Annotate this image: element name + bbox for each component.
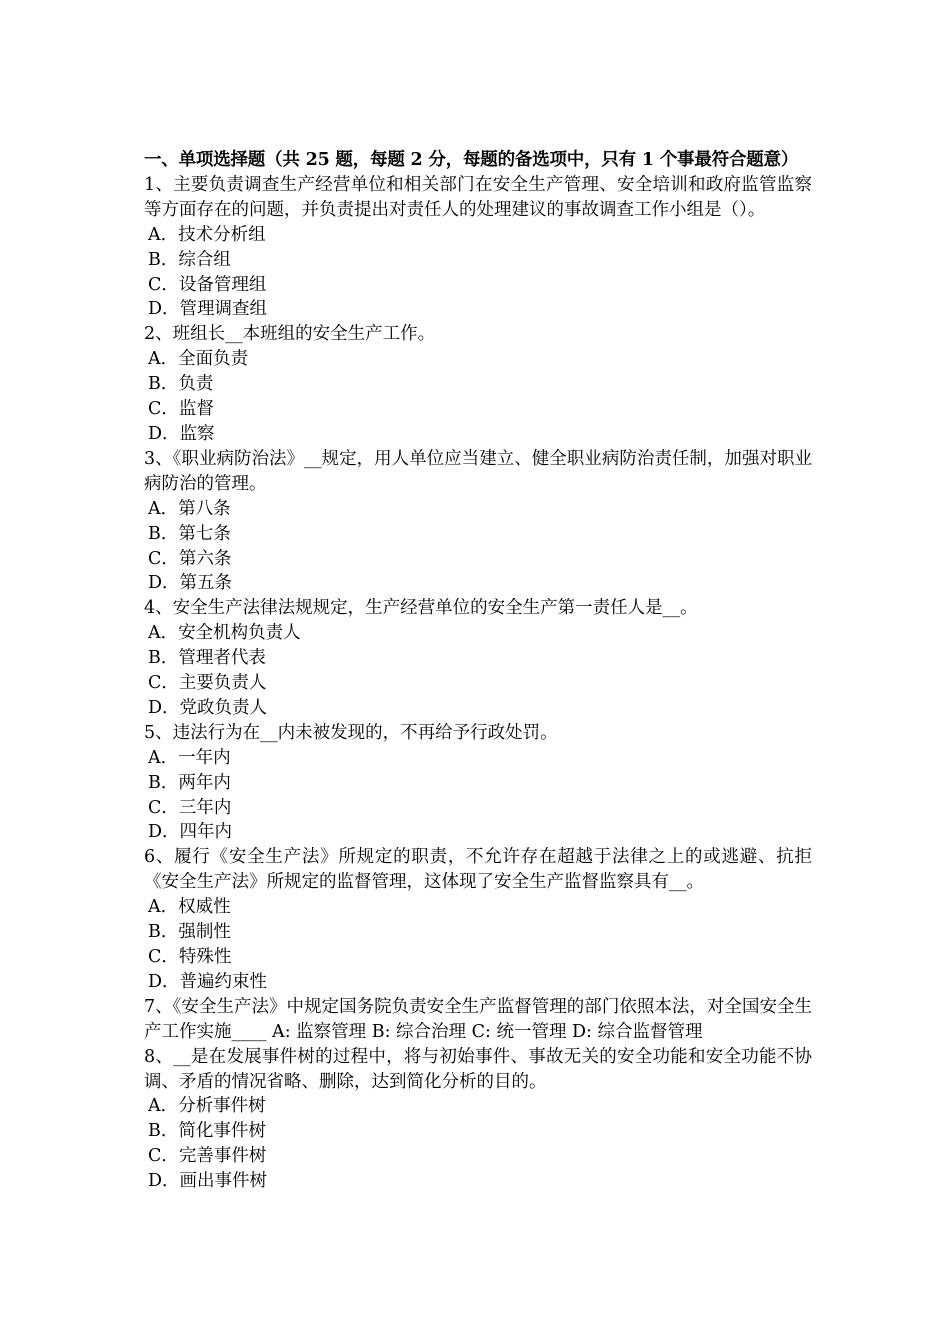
- question-text: 6、履行《安全生产法》所规定的职责，不允许存在超越于法律之上的或逃避、抗拒《安全生产法》所规定的监督管理，这体现了安全生产监督监察具有__。: [144, 847, 812, 893]
- answer-option: B．强制性: [148, 922, 231, 943]
- question-block: [144, 1045, 812, 1194]
- answer-option: C．监督: [148, 399, 214, 420]
- answer-option: D．第五条: [148, 573, 233, 594]
- answer-option: C．完善事件树: [148, 1146, 267, 1167]
- question-block: [144, 173, 812, 322]
- answer-option: A．分析事件树: [148, 1096, 266, 1117]
- question-text: 1、主要负责调查生产经营单位和相关部门在安全生产管理、安全培训和政府监管监察等方面存在的问题，并负责提出对责任人的处理建议的事故调查工作小组是（）。: [144, 174, 812, 220]
- answer-option: D．管理调查组: [148, 299, 268, 320]
- question-text: 4、安全生产法律法规规定，生产经营单位的安全生产第一责任人是__。: [144, 598, 698, 619]
- answer-option: C．设备管理组: [148, 274, 267, 295]
- answer-option: D．普遍约束性: [148, 971, 268, 992]
- question-list: [144, 173, 812, 1194]
- answer-option: B．负责: [148, 374, 214, 395]
- question-block: [144, 845, 812, 994]
- question-text: 7、《安全生产法》中规定国务院负责安全生产监督管理的部门依照本法，对全国安全生产工作实施____ A: 监察管理 B: 综合治理 C: 统一管理 D: 综合监督管理: [144, 996, 812, 1042]
- answer-option: B．第七条: [148, 523, 231, 544]
- answer-option: B．综合组: [148, 249, 231, 270]
- answer-option: C．三年内: [148, 797, 232, 818]
- answer-option: D．党政负责人: [148, 697, 268, 718]
- question-block: [144, 721, 812, 846]
- question-block: [144, 447, 812, 596]
- answer-option: A．一年内: [148, 747, 231, 768]
- answer-option: B．两年内: [148, 772, 231, 793]
- question-text: 3、《职业病防治法》__规定，用人单位应当建立、健全职业病防治责任制，加强对职业病防治的管理。: [144, 448, 812, 494]
- answer-option: A．全面负责: [148, 349, 249, 370]
- question-block: [144, 995, 812, 1045]
- question-text: 5、违法行为在__内未被发现的，不再给予行政处罚。: [144, 722, 558, 743]
- answer-option: D．监察: [148, 423, 215, 444]
- answer-option: D．画出事件树: [148, 1171, 268, 1192]
- question-block: [144, 596, 812, 721]
- answer-option: A．技术分析组: [148, 224, 266, 245]
- question-block: [144, 322, 812, 447]
- answer-option: A．权威性: [148, 897, 231, 918]
- answer-option: A．第八条: [148, 498, 231, 519]
- section-title: 一、单项选择题（共 25 题，每题 2 分，每题的备选项中，只有 1 个事最符合题意）: [144, 150, 799, 170]
- answer-option: C．第六条: [148, 548, 232, 569]
- answer-option: A．安全机构负责人: [148, 623, 301, 644]
- document-page: [144, 148, 812, 1194]
- answer-option: B．管理者代表: [148, 648, 266, 669]
- answer-option: D．四年内: [148, 822, 233, 843]
- answer-option: C．特殊性: [148, 947, 232, 967]
- answer-option: B．简化事件树: [148, 1121, 266, 1142]
- question-text: 8、__是在发展事件树的过程中，将与初始事件、事故无关的安全功能和安全功能不协调、矛盾的情况省略、删除，达到简化分析的目的。: [144, 1046, 812, 1092]
- answer-option: C．主要负责人: [148, 673, 267, 694]
- question-text: 2、班组长__本班组的安全生产工作。: [144, 324, 436, 345]
